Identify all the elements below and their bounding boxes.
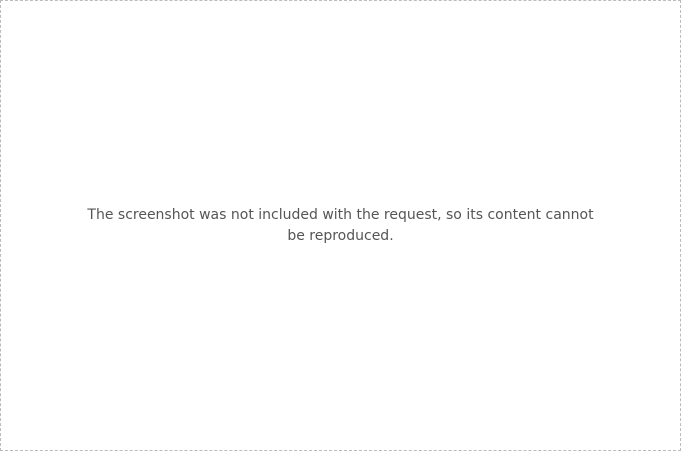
missing-image-notice: The screenshot was not included with the request, so its content cannot be reproduced. — [87, 206, 594, 244]
